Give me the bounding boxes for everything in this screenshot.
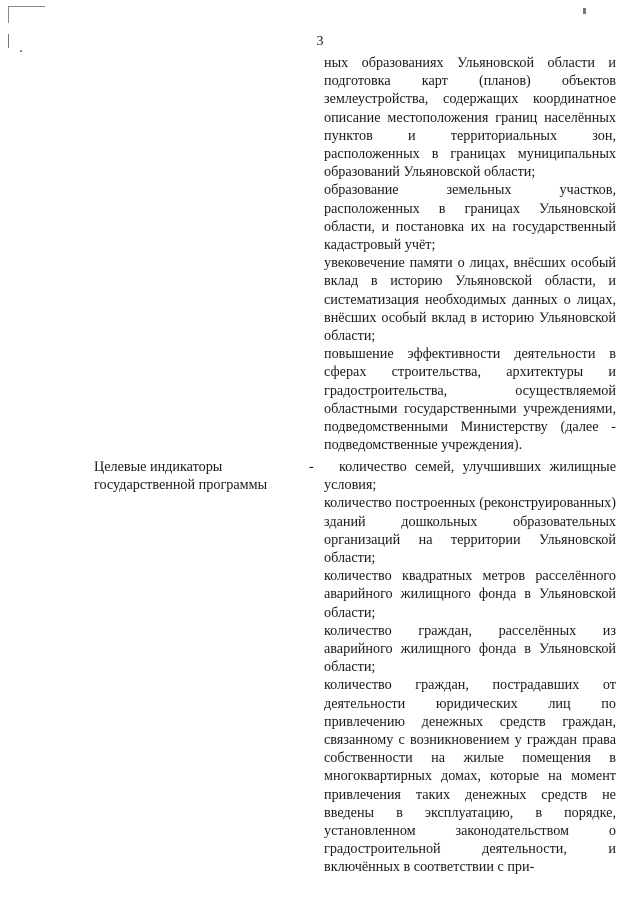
paragraph: количество граждан, пострадавших от деятельности юридических лиц по привлечению денежных средств граждан, связанному с возникновением у граждан права собственности на жилые помещения в многоквартирных домах, которые на момент привлечения таких денежных средств не введены в эксплуатацию, в порядке, установленном законодательством о градостроительной деятельности, и включённых в соответствии с при-: [324, 677, 616, 876]
scan-dot: [20, 50, 22, 52]
paragraph: ных образованиях Ульяновской области и подготовка карт (планов) объектов землеустройства, содержащих координатное описание местоположения границ населённых пунктов и территориальных зон, расположенных в границах муниципальных образований Ульяновской области;: [324, 55, 616, 181]
list-dash: -: [309, 459, 314, 475]
paragraph: увековечение памяти о лицах, внёсших особый вклад в историю Ульяновской области, и систематизация необходимых данных о лицах, внёсших особый вклад в историю Ульяновской области;: [324, 255, 616, 345]
paragraph: количество семей, улучшивших жилищные условия;: [324, 459, 616, 494]
page-number: 3: [316, 34, 324, 49]
top-text-block: [324, 54, 616, 454]
paragraph: повышение эффективности деятельности в сферах строительства, архитектуры и градостроительства, осуществляемой областными государственными учреждениями, подведомственными Министерству (далее - подведомственные учреждения).: [324, 346, 616, 454]
scan-corner-mark: [8, 6, 45, 23]
paragraph: количество квадратных метров расселённого аварийного жилищного фонда в Ульяновской области;: [324, 568, 616, 621]
scan-edge-mark-right: [583, 8, 586, 14]
indicators-label: Целевые индикаторы государственной программы: [94, 459, 268, 494]
paragraph: количество построенных (реконструированных) зданий дошкольных образовательных организаций на территории Ульяновской области;: [324, 495, 616, 567]
paragraph: количество граждан, расселённых из аварийного жилищного фонда в Ульяновской области;: [324, 622, 616, 676]
paragraph: образование земельных участков, расположенных в границах Ульяновской области, и постановка их на государственный кадастровый учёт;: [324, 182, 616, 254]
indicators-text-block: [324, 458, 616, 877]
